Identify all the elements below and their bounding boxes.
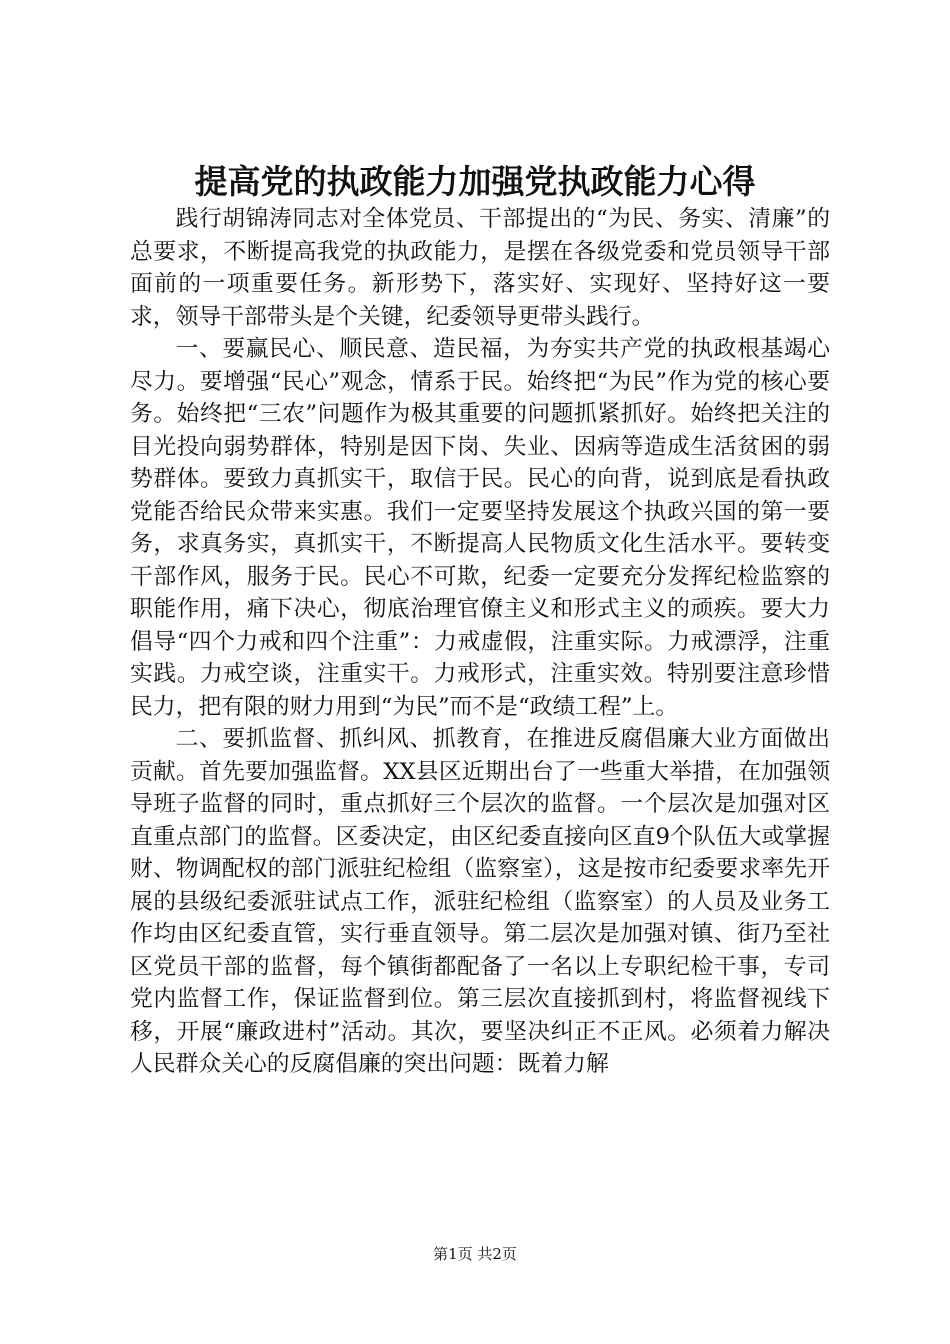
paragraph-section-one: 一、要赢民心、顺民意、造民福，为夯实共产党的执政根基竭心尽力。要增强“民心”观念，情系于民。始终把“为民”作为党的核心要务。始终把“三农”问题作为极其重要的问题抓紧抓好。始终把关注的目光投向弱势群体，特别是因下岗、失业、因病等造成生活贫困的弱势群体。要致力真抓实干，取信于民。民心的向背，说到底是看执政党能否给民众带来实惠。我们一定要坚持发展这个执政兴国的第一要务，求真务实，真抓实干，不断提高人民物质文化生活水平。要转变干部作风，服务于民。民心不可欺，纪委一定要充分发挥纪检监察的职能作用，痛下决心，彻底治理官僚主义和形式主义的顽疾。要大力倡导“四个力戒和四个注重”：力戒虚假，注重实际。力戒漂浮，注重实践。力戒空谈，注重实干。力戒形式，注重实效。特别要注意珍惜民力，把有限的财力用到“为民”而不是“政绩工程”上。 [130,336,830,720]
document-title: 提高党的执政能力加强党执政能力心得 [194,162,756,201]
page-footer: 第1页 共2页 [433,1245,517,1263]
paragraph-section-two: 二、要抓监督、抓纠风、抓教育，在推进反腐倡廉大业方面做出贡献。首先要加强监督。XX县区近期出台了一些重大举措，在加强领导班子监督的同时，重点抓好三个层次的监督。一个层次是加强对区直重点部门的监督。区委决定，由区纪委直接向区直9个队伍大或掌握财、物调配权的部门派驻纪检组（监察室），这是按市纪委要求率先开展的县级纪委派驻试点工作，派驻纪检组（监察室）的人员及业务工作均由区纪委直管，实行垂直领导。第二层次是加强对镇、街乃至社区党员干部的监督，每个镇街都配备了一名以上专职纪检干事，专司党内监督工作，保证监督到位。第三层次直接抓到村，将监督视线下移，开展“廉政进村”活动。其次，要坚决纠正不正风。必须着力解决人民群众关心的反腐倡廉的突出问题：既着力解 [130,726,830,1077]
document-body [130,203,830,1081]
paragraph-intro: 践行胡锦涛同志对全体党员、干部提出的“为民、务实、清廉”的总要求，不断提高我党的执政能力，是摆在各级党委和党员领导干部面前的一项重要任务。新形势下，落实好、实现好、坚持好这一要求，领导干部带头是个关键，纪委领导更带头践行。 [130,206,830,330]
